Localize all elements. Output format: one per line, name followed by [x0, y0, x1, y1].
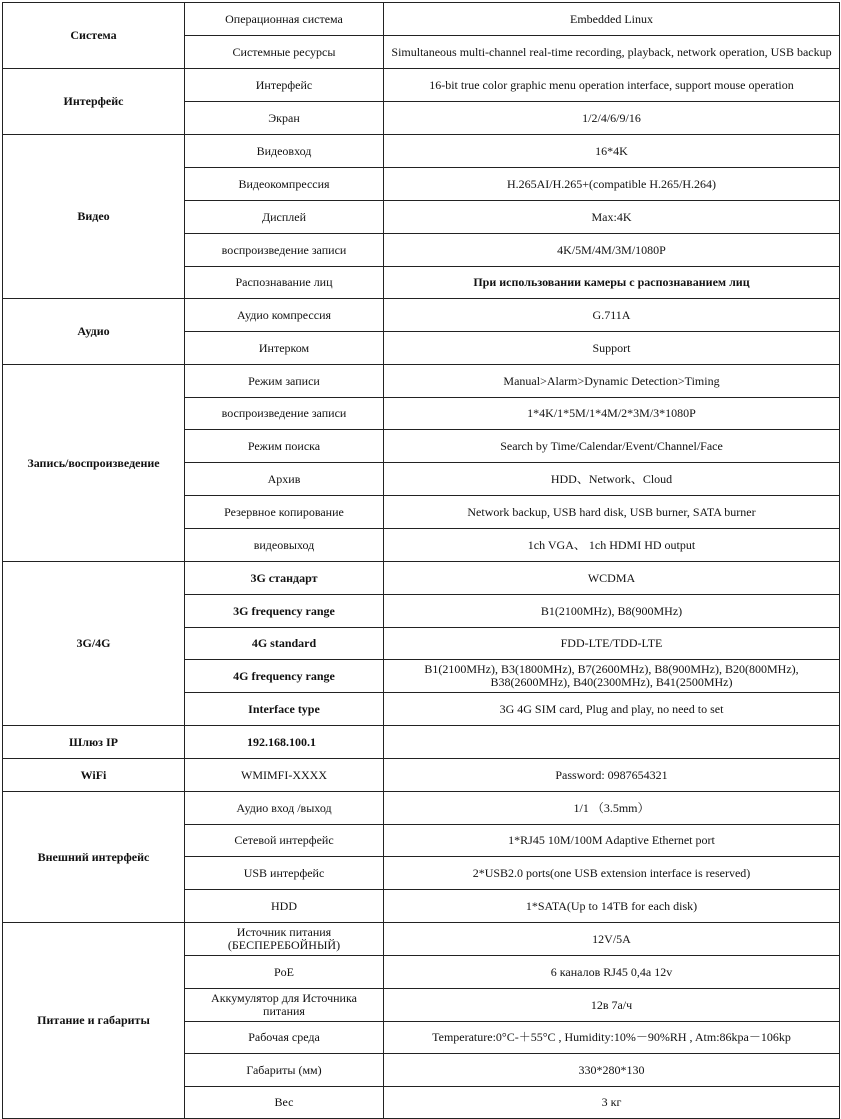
- row-value: 1*SATA(Up to 14TB for each disk): [384, 890, 840, 923]
- row-value: 1*4K/1*5M/1*4M/2*3M/3*1080P: [384, 398, 840, 430]
- row-value: Simultaneous multi-channel real-time recording, playback, network operation, USB backup: [384, 36, 840, 69]
- row-label: Рабочая среда: [185, 1022, 384, 1054]
- row-value: 1*RJ45 10M/100M Adaptive Ethernet port: [384, 825, 840, 857]
- row-value: 3 кг: [384, 1087, 840, 1119]
- wifi-password: Password: 0987654321: [384, 759, 840, 792]
- row-value: 12в 7а/ч: [384, 989, 840, 1022]
- row-value: 4K/5M/4M/3M/1080P: [384, 234, 840, 267]
- row-value: 1ch VGA、 1ch HDMI HD output: [384, 529, 840, 562]
- row-label: Режим поиска: [185, 430, 384, 463]
- row-label: видеовыход: [185, 529, 384, 562]
- category-recording: Запись/воспроизведение: [3, 365, 185, 562]
- row-label: Распознавание лиц: [185, 267, 384, 299]
- row-value: Manual>Alarm>Dynamic Detection>Timing: [384, 365, 840, 398]
- category-audio: Аудио: [3, 299, 185, 365]
- row-value: HDD、Network、Cloud: [384, 463, 840, 496]
- category-system: Система: [3, 3, 185, 69]
- category-interface: Интерфейс: [3, 69, 185, 135]
- row-label: 3G стандарт: [185, 562, 384, 595]
- row-value: Network backup, USB hard disk, USB burner, SATA burner: [384, 496, 840, 529]
- row-label: Архив: [185, 463, 384, 496]
- row-label: Режим записи: [185, 365, 384, 398]
- wifi-ssid: WMIMFI-XXXX: [185, 759, 384, 792]
- row-label: воспроизведение записи: [185, 398, 384, 430]
- category-3g-4g: 3G/4G: [3, 562, 185, 726]
- row-value: 2*USB2.0 ports(one USB extension interface is reserved): [384, 857, 840, 890]
- row-value: Search by Time/Calendar/Event/Channel/Face: [384, 430, 840, 463]
- row-value: 1/2/4/6/9/16: [384, 102, 840, 135]
- row-label: Видеокомпрессия: [185, 168, 384, 201]
- row-value: B1(2100MHz), B8(900MHz): [384, 595, 840, 628]
- row-value: 16-bit true color graphic menu operation interface, support mouse operation: [384, 69, 840, 102]
- row-value: [384, 726, 840, 759]
- row-label: Дисплей: [185, 201, 384, 234]
- row-label: Источник питания (БЕСПЕРЕБОЙНЫЙ): [185, 923, 384, 956]
- row-label: Экран: [185, 102, 384, 135]
- row-label: HDD: [185, 890, 384, 923]
- row-value: WCDMA: [384, 562, 840, 595]
- row-label: Interface type: [185, 693, 384, 726]
- category-video: Видео: [3, 135, 185, 299]
- row-label: 3G frequency range: [185, 595, 384, 628]
- row-label: Интерфейс: [185, 69, 384, 102]
- row-value: 12V/5A: [384, 923, 840, 956]
- row-label: Интерком: [185, 332, 384, 365]
- row-value: 1/1 （3.5mm）: [384, 792, 840, 825]
- row-label: 4G frequency range: [185, 660, 384, 693]
- row-value: 330*280*130: [384, 1054, 840, 1087]
- row-label: PoE: [185, 956, 384, 989]
- row-value: 6 каналов RJ45 0,4а 12v: [384, 956, 840, 989]
- category-gateway-ip: Шлюз IP: [3, 726, 185, 759]
- row-value: 16*4K: [384, 135, 840, 168]
- gateway-ip-value: 192.168.100.1: [185, 726, 384, 759]
- row-label: 4G standard: [185, 628, 384, 660]
- row-label: Системные ресурсы: [185, 36, 384, 69]
- row-value: Temperature:0°C-＋55°C , Humidity:10%－90%RH , Atm:86kpa－106kp: [384, 1022, 840, 1054]
- row-value: При использовании камеры с распознаванием лиц: [384, 267, 840, 299]
- row-label: USB интерфейс: [185, 857, 384, 890]
- row-label: Габариты (мм): [185, 1054, 384, 1087]
- row-label: Вес: [185, 1087, 384, 1119]
- row-label: Видеовход: [185, 135, 384, 168]
- row-label: Сетевой интерфейс: [185, 825, 384, 857]
- row-value: G.711A: [384, 299, 840, 332]
- row-label: Аккумулятор для Источника питания: [185, 989, 384, 1022]
- row-value: 3G 4G SIM card, Plug and play, no need to set: [384, 693, 840, 726]
- row-value: B1(2100MHz), B3(1800MHz), B7(2600MHz), B8(900MHz), B20(800MHz), B38(2600MHz), B40(2300MHz), B41(2500MHz): [384, 660, 840, 693]
- row-label: воспроизведение записи: [185, 234, 384, 267]
- row-label: Аудио компрессия: [185, 299, 384, 332]
- row-label: Резервное копирование: [185, 496, 384, 529]
- category-power-dimensions: Питание и габариты: [3, 923, 185, 1119]
- row-label: Аудио вход /выход: [185, 792, 384, 825]
- row-value: FDD-LTE/TDD-LTE: [384, 628, 840, 660]
- row-value: Support: [384, 332, 840, 365]
- row-value: Embedded Linux: [384, 3, 840, 36]
- row-label: Операционная система: [185, 3, 384, 36]
- row-value: Max:4K: [384, 201, 840, 234]
- category-external-interface: Внешний интерфейс: [3, 792, 185, 923]
- category-wifi: WiFi: [3, 759, 185, 792]
- row-value: H.265AI/H.265+(compatible H.265/H.264): [384, 168, 840, 201]
- spec-table: [2, 2, 840, 1119]
